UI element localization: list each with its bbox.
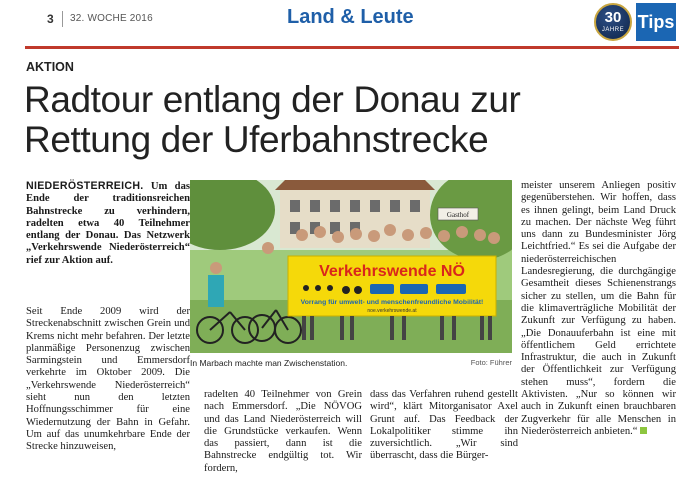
anniversary-word: JAHRE bbox=[601, 27, 625, 33]
article-photo bbox=[190, 180, 512, 353]
section-title: Land & Leute bbox=[287, 6, 414, 28]
column-4-text: meister unserem Anliegen positiv gegenüberstehen. Wir hoffen, dass es ihnen gelingt, beim Land Druck zu machen. Der nächste Weg führt uns dann zu Bundesminister Jörg Leichtfried.“ Es sei die Aufgabe der niederösterreichischen Landesregierung, die durchgängige Gesamtheit dieses Schienenstrangs sicher zu stellen, um die Bahn für die klimaverträgliche Mobilität der Zukunft zur Verfügung zu haben. „Die Donauuferbahn ist eine mit öffentlichem Geld errichtete Infrastruktur, die auch in Zukunft der Öffentlichkeit zur Verfügung stehen muss“, fordern die Aktivisten. „Nur so können wir auch in Zukunft einen brauchbaren Zugverkehr für alle Menschen in Niederösterreich anbieten.“ bbox=[521, 180, 676, 437]
anniversary-badge bbox=[594, 3, 632, 41]
article-lead bbox=[26, 180, 190, 267]
article-column-2 bbox=[204, 389, 362, 475]
column-3-text: dass das Verfahren ruhend gestellt wird“, klärt Mitorganisator Axel Grunt auf. Das Feedback der Lokalpolitiker stimme ihn zuversichtlich. „Wir sind überrascht, dass die Bürger- bbox=[370, 389, 518, 462]
anniversary-number: 30 bbox=[604, 9, 622, 26]
header-rule bbox=[25, 46, 679, 49]
article-column-4 bbox=[521, 180, 676, 438]
photo-illustration bbox=[190, 180, 512, 353]
tips-logo: Tips bbox=[636, 3, 676, 41]
article-kicker: AKTION bbox=[26, 60, 74, 74]
photo-caption-row bbox=[190, 356, 512, 374]
gasthof-sign: Gasthof bbox=[446, 211, 470, 219]
headline-line-1: Radtour entlang der Donau zur bbox=[24, 79, 521, 120]
column-2-text: radelten 40 Teilnehmer von Grein nach Emmersdorf. „Die NÖVOG und das Land Niederösterreich will die Grundstücke verkaufen. Wenn das passiert, dann ist die Bahnstrecke endgültig tot. Wir fordern, bbox=[204, 389, 362, 474]
end-mark-icon bbox=[640, 427, 647, 434]
column-1-text: Seit Ende 2009 wird der Streckenabschnitt zwischen Grein und Krems nicht mehr befahren. Der letzte planmäßige Personenzug zwischen Sarmingstein und Emmersdorf verkehrte im Oktober 2009. Die „Verkehrswende Niederösterreich“ sieht nun den letzten Hoffnungsschimmer für eine Wiedernutzung der Bahn in Gefahr. Um auf das unumkehrbare Ende der Strecke hinzuweisen, bbox=[26, 306, 190, 453]
article-column-1 bbox=[26, 306, 190, 454]
photo-caption: In Marbach machte man Zwischenstation. bbox=[190, 358, 348, 368]
page-number: 3 bbox=[47, 12, 54, 26]
lead-location: NIEDERÖSTERREICH. bbox=[26, 180, 144, 192]
issue-label: 32. WOCHE 2016 bbox=[70, 13, 153, 24]
lead-text: Um das Ende der traditionsreichen Bahnstrecke zu verhindern, radelten etwa 40 Teilnehmer entlang der Donau. Das Netzwerk „Verkehrswende Niederösterreich“ rief zur Aktion auf. bbox=[26, 181, 190, 266]
article-column-3 bbox=[370, 389, 518, 463]
header-divider bbox=[62, 11, 63, 27]
banner-subtitle: Vorrang für umwelt- und menschenfreundliche Mobilität! bbox=[300, 299, 484, 306]
photo-credit: Foto: Führer bbox=[470, 358, 512, 367]
banner-title: Verkehrswende NÖ bbox=[319, 263, 465, 280]
headline-line-2: Rettung der Uferbahnstrecke bbox=[24, 119, 489, 160]
article-headline bbox=[24, 80, 674, 160]
banner-url: noe.verkehrswende.at bbox=[367, 308, 417, 314]
